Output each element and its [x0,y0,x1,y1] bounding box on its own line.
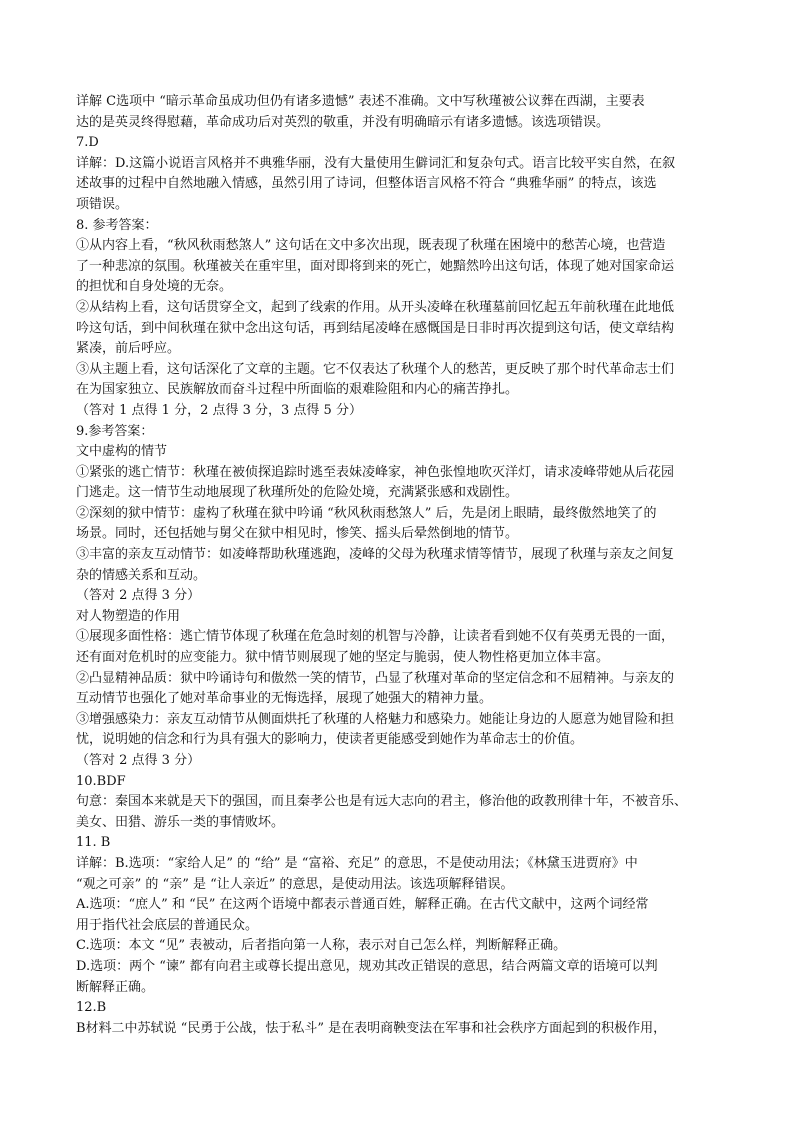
text-line: 句意：秦国本来就是天下的强国，而且秦孝公也是有远大志向的君主，修治他的政教刑律十年，不被音乐、 [76,794,688,810]
text-line: 互动情节也强化了她对革命事业的无悔选择，展现了她强大的精神力量。 [76,691,493,707]
answer-document [76,92,736,1039]
text-line: 述故事的过程中自然地融入情感，虽然引用了诗词，但整体语言风格不符合 “典雅华丽” 的特点，该选 [76,176,657,192]
text-line: A.选项：“庶人” 和 “民” 在这两个语境中都表示普通百姓，解释正确。在古代文献中，这两个词经常 [76,897,649,913]
text-line: 场景。同时，还包括她与舅父在狱中相见时，惨笑、摇头后晕然倒地的情节。 [76,526,519,542]
text-line: （答对 1 点得 1 分，2 点得 3 分，3 点得 5 分） [76,402,362,418]
text-line: 的担忧和自身处境的无奈。 [76,279,233,295]
text-line: 在为国家独立、民族解放而奋斗过程中所面临的艰难险阻和内心的痛苦挣扎。 [76,382,519,398]
text-line: （答对 2 点得 3 分） [76,753,201,768]
text-line: 忧，说明她的信念和行为具有强大的影响力，使读者更能感受到她作为革命志士的价值。 [76,732,584,748]
text-line: ②深刻的狱中情节：虚构了秋瑾在狱中吟诵 “秋风秋雨愁煞人” 后，先是闭上眼睛，最终傲然地笑了的 [76,505,657,521]
text-line: 11. B [76,835,111,851]
text-line: ②凸显精神品质：狱中吟诵诗句和傲然一笑的情节，凸显了秋瑾对革命的坚定信念和不屈精神。与亲友的 [76,670,675,686]
text-line: 达的是英灵终得慰藉，革命成功后对英烈的敬重，并没有明确暗示有诸多遗憾。该选项错误。 [76,114,610,130]
text-line: 了一种悲凉的氛围。秋瑾被关在重牢里，面对即将到来的死亡，她黯然吟出这句话，体现了她对国家命运 [76,258,675,274]
text-line: ②从结构上看，这句话贯穿全文，起到了线索的作用。从开头凌峰在秋瑾墓前回忆起五年前秋瑾在此地低 [76,299,675,315]
text-line: 门逃走。这一情节生动地展现了秋瑾所处的危险处境，充满紧张感和戏剧性。 [76,485,519,501]
text-line: ①从内容上看，“秋风秋雨愁煞人” 这句话在文中多次出现，既表现了秋瑾在困境中的愁苦心境，也营造 [76,238,666,254]
text-line: 紧凑，前后呼应。 [76,341,181,357]
text-line: 对人物塑造的作用 [76,608,181,624]
text-line: ③增强感染力：亲友互动情节从侧面烘托了秋瑾的人格魅力和感染力。她能让身边的人愿意为她冒险和担 [76,711,675,727]
text-line: 文中虚构的情节 [76,444,168,460]
text-line: 7.D [76,135,99,151]
text-line: ③丰富的亲友互动情节：如凌峰帮助秋瑾逃跑，凌峰的父母为秋瑾求情等情节，展现了秋瑾与亲友之间复 [76,547,675,563]
text-line: 用于指代社会底层的普通民众。 [76,917,259,933]
text-line: （答对 2 点得 3 分） [76,588,201,604]
text-line: 断解释正确。 [76,979,155,995]
text-line: 美女、田猎、游乐一类的事情败坏。 [76,814,285,830]
text-line: B材料二中苏轼说 “民勇于公战，怯于私斗” 是在表明商鞅变法在军事和社会秩序方面起到的积极作用， [76,1020,667,1036]
text-line: 详解：B.选项：“家给人足” 的 “给” 是 “富裕、充足” 的意思，不是使动用法；《林黛玉进贾府》中 [76,855,638,871]
text-line: “观之可亲” 的 “亲” 是 “让人亲近” 的意思，是使动用法。该选项解释错误。 [76,876,514,892]
text-line: 详解：D.这篇小说语言风格并不典雅华丽，没有大量使用生僻词汇和复杂句式。语言比较平实自然，在叙 [76,155,676,171]
text-line: 10.BDF [76,773,126,789]
text-line: 12.B [76,1000,107,1016]
text-line: 9.参考答案： [76,423,154,439]
text-line: ③从主题上看，这句话深化了文章的主题。它不仅表达了秋瑾个人的愁苦，更反映了那个时代革命志士们 [76,361,675,377]
text-line: 吟这句话，到中间秋瑾在狱中念出这句话，再到结尾凌峰在感慨国是日非时再次提到这句话，使文章结构 [76,320,675,336]
text-line: 还有面对危机时的应变能力。狱中情节则展现了她的坚定与脆弱，使人物性格更加立体丰富。 [76,650,610,666]
text-line: D.选项：两个 “谏” 都有向君主或尊长提出意见，规劝其改正错误的意思，结合两篇文章的语境可以判 [76,958,658,974]
text-line: C.选项：本文 “见” 表被动，后者指向第一人称，表示对自己怎么样，判断解释正确。 [76,938,567,954]
text-line: 杂的情感关系和互动。 [76,567,207,583]
text-line: ①紧张的逃亡情节：秋瑾在被侦探追踪时逃至表妹凌峰家，神色张惶地吹灭洋灯，请求凌峰带她从后花园 [76,464,675,480]
text-line: 8. 参考答案： [76,217,158,233]
text-line: 详解 C选项中 “暗示革命虽成功但仍有诸多遗憾” 表述不准确。文中写秋瑾被公议葬在西湖，主要表 [76,94,645,109]
text-line: ①展现多面性格：逃亡情节体现了秋瑾在危急时刻的机智与冷静，让读者看到她不仅有英勇无畏的一面， [76,629,675,645]
text-line: 项错误。 [76,196,129,212]
